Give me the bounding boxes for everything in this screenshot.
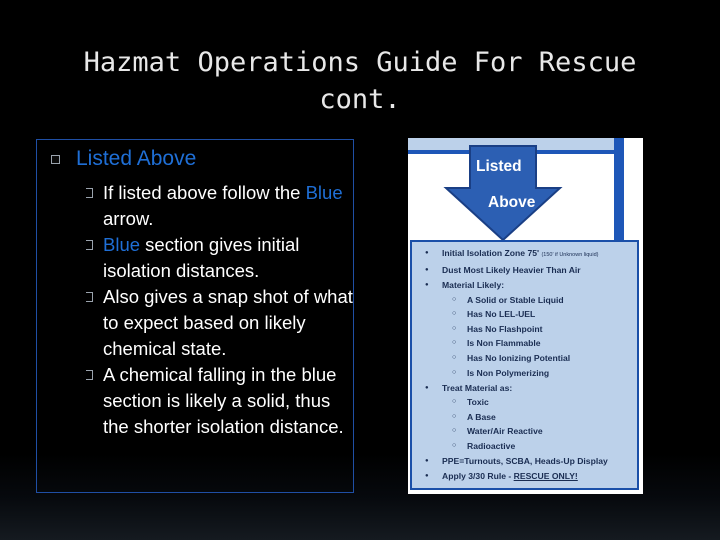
sub-bullet-list bbox=[85, 180, 353, 440]
sub-bullet: A chemical falling in the blue section is likely a solid, thus the shorter isolation distance. bbox=[85, 362, 353, 440]
square-bullet-icon bbox=[51, 155, 60, 164]
guide-subitem: ○ Has No Flashpoint bbox=[422, 323, 637, 335]
arrow-icon bbox=[408, 138, 643, 240]
guide-subitem: ○ Has No LEL-UEL bbox=[422, 308, 637, 320]
sub-bullet: Blue section gives initial isolation distances. bbox=[85, 232, 353, 284]
blue-word: Blue bbox=[305, 182, 343, 203]
guide-list bbox=[422, 247, 637, 482]
guide-subitem: ○ Has No Ionizing Potential bbox=[422, 352, 637, 364]
guide-page-image bbox=[408, 138, 643, 494]
main-bullet-text: Listed Above bbox=[76, 147, 197, 170]
sub-bullet: Also gives a snap shot of what to expect based on likely chemical state. bbox=[85, 284, 353, 362]
guide-item-apply: ● Apply 3/30 Rule - RESCUE ONLY! bbox=[422, 470, 637, 482]
guide-item-dust: ● Dust Most Likely Heavier Than Air bbox=[422, 264, 637, 276]
guide-subitem: ○ Radioactive bbox=[422, 440, 637, 452]
bracket-bullet-icon bbox=[86, 188, 93, 198]
guide-subitem: ○ Toxic bbox=[422, 396, 637, 408]
slide-title-line-1: Hazmat Operations Guide For Rescue bbox=[83, 47, 637, 78]
slide-title-line-2: cont. bbox=[319, 84, 401, 115]
slide-title bbox=[40, 44, 680, 118]
guide-subitem: ○ A Solid or Stable Liquid bbox=[422, 294, 637, 306]
blue-word: Blue bbox=[103, 234, 141, 255]
guide-item-material: ● Material Likely: bbox=[422, 279, 637, 291]
sub-bullet: If listed above follow the Blue arrow. bbox=[85, 180, 353, 232]
listed-above-arrow bbox=[408, 138, 643, 240]
bracket-bullet-icon bbox=[86, 292, 93, 302]
bracket-bullet-icon bbox=[86, 240, 93, 250]
arrow-label-above: Above bbox=[488, 194, 536, 211]
main-bullet bbox=[51, 146, 196, 172]
content-panel bbox=[36, 139, 354, 493]
guide-subitem: ○ Is Non Polymerizing bbox=[422, 367, 637, 379]
bracket-bullet-icon bbox=[86, 370, 93, 380]
guide-subitem: ○ A Base bbox=[422, 411, 637, 423]
guide-item-isolation: ● Initial Isolation Zone 75' (150' if Unknown liquid) bbox=[422, 247, 637, 261]
guide-subitem: ○ Water/Air Reactive bbox=[422, 425, 637, 437]
guide-subitem: ○ Is Non Flammable bbox=[422, 337, 637, 349]
arrow-label-listed: Listed bbox=[476, 158, 522, 175]
guide-item-ppe: ● PPE=Turnouts, SCBA, Heads-Up Display bbox=[422, 455, 637, 467]
guide-item-treat: ● Treat Material as: bbox=[422, 382, 637, 394]
